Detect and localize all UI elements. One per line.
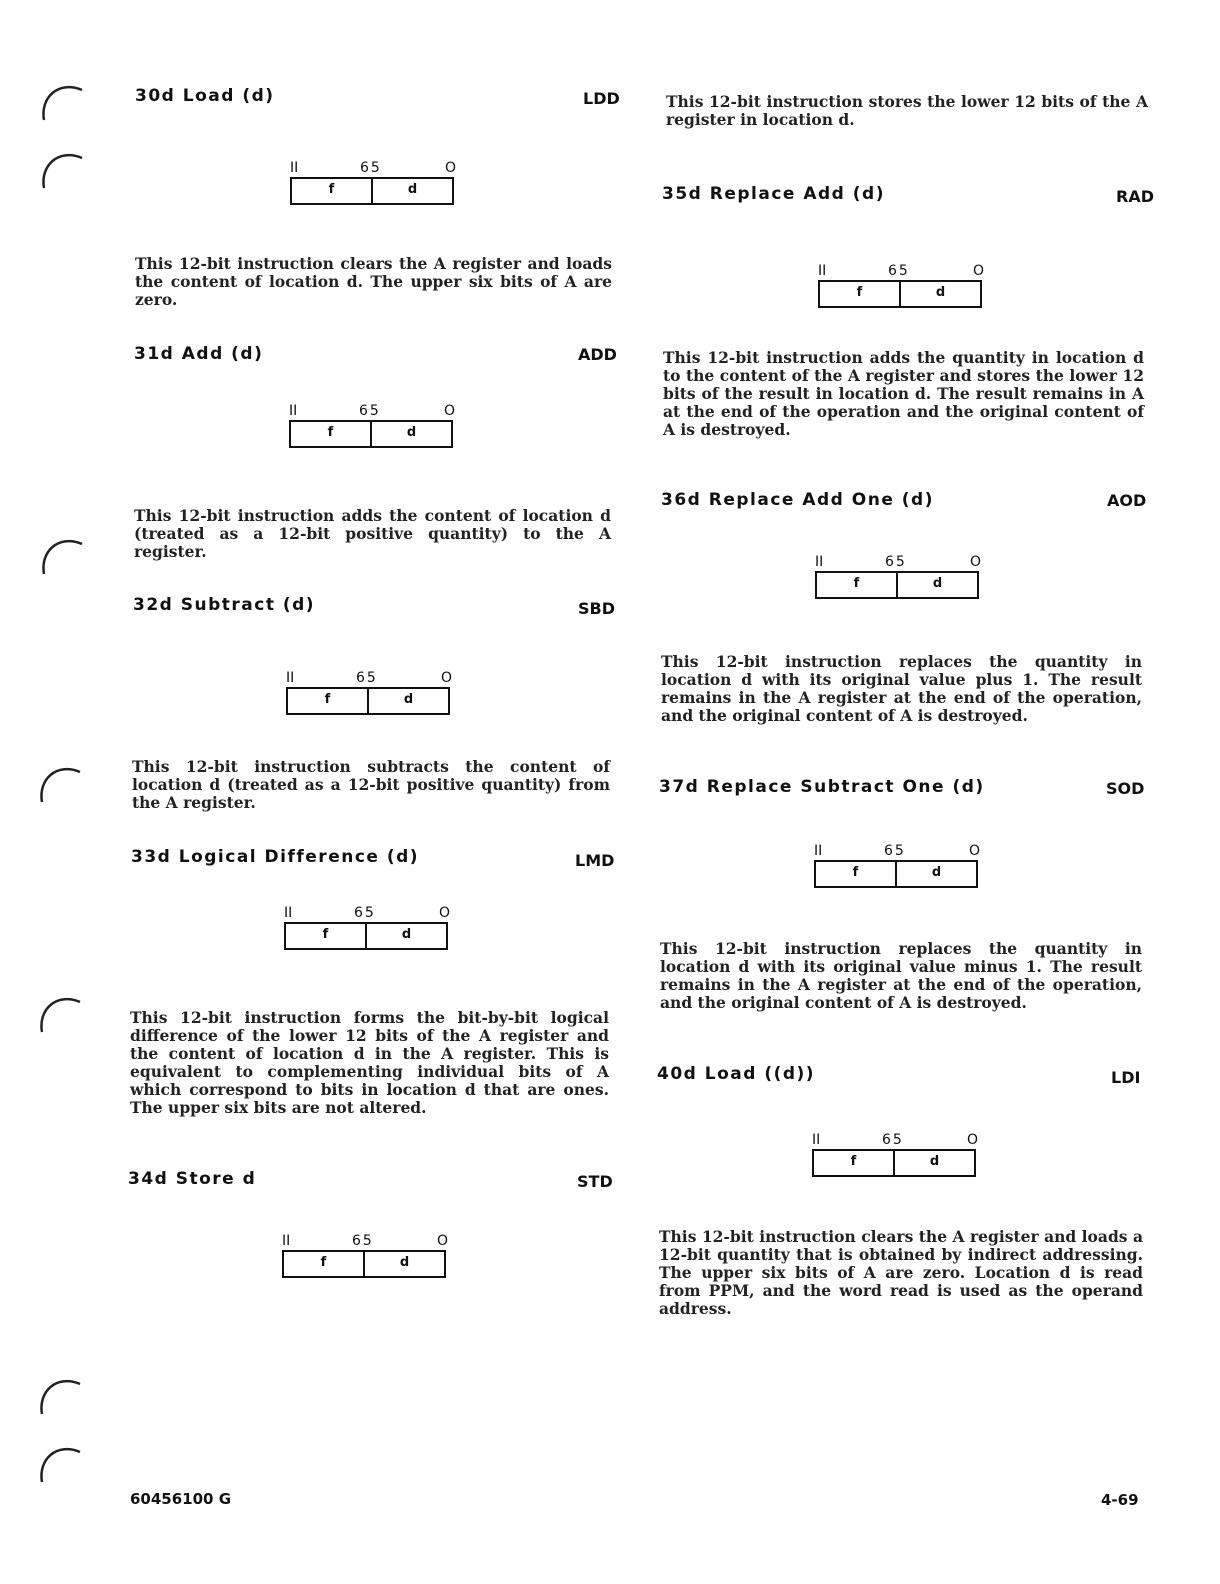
bit-label-high: II [290,160,299,176]
bit-label-low: O [969,554,981,570]
field-f: f [327,425,334,440]
field-d: d [370,422,451,446]
bit-label-high: II [284,905,293,921]
bit-label-mid: 65 [888,263,910,279]
instruction-format-diagram [290,160,460,204]
instruction-format-diagram [286,670,456,714]
field-f: f [852,865,859,880]
bit-label-mid: 65 [354,905,376,921]
field-d: d [371,179,452,203]
field-d: d [363,1252,444,1276]
bit-label-low: O [443,403,455,419]
bit-label-mid: 65 [352,1233,374,1249]
punch-hole-mark [36,760,84,804]
bit-label-low: O [972,263,984,279]
bit-label-high: II [818,263,827,279]
instruction-format-diagram [282,1233,452,1277]
bit-label-high: II [289,403,298,419]
instruction-title: 35d Replace Add (d) [662,184,885,204]
document-number: 60456100 G [130,1490,232,1508]
instruction-format-diagram [818,263,988,307]
instruction-title: 33d Logical Difference (d) [131,847,420,867]
bit-label-mid: 65 [884,843,906,859]
punch-hole-mark [36,1440,84,1484]
field-f: f [856,285,863,300]
instruction-format-diagram [812,1132,982,1176]
bit-label-low: O [966,1132,978,1148]
punch-hole-mark [38,532,86,576]
punch-hole-mark [38,146,86,190]
bit-label-low: O [438,905,450,921]
bit-label-high: II [282,1233,291,1249]
instruction-format-diagram [284,905,454,949]
bit-label-high: II [812,1132,821,1148]
instruction-mnemonic: SBD [578,599,615,618]
field-f: f [322,927,329,942]
field-f: f [324,692,331,707]
instruction-description: This 12-bit instruction adds the quantity in location d to the content of the A register and stores the lower 12 bits of the result in location d. The result remains in A at the end of the operation and the original content of A is destroyed. [663,348,1144,439]
field-d: d [896,573,977,597]
field-f: f [320,1255,327,1270]
bit-label-high: II [286,670,295,686]
bit-label-mid: 65 [885,554,907,570]
page-number: 4-69 [1101,1491,1139,1509]
instruction-description: This 12-bit instruction subtracts the content of location d (treated as a 12-bit positive quantity) from the A register. [132,757,610,812]
instruction-title: 37d Replace Subtract One (d) [659,777,985,797]
instruction-description: This 12-bit instruction stores the lower 12 bits of the A register in location d. [666,92,1148,129]
bit-label-low: O [440,670,452,686]
instruction-description: This 12-bit instruction clears the A register and loads a 12-bit quantity that is obtained by indirect addressing. The upper six bits of A are zero. Location d is read from PPM, and the word read is used as the operand address. [659,1227,1143,1318]
instruction-description: This 12-bit instruction replaces the quantity in location d with its original value minus 1. The result remains in the A register at the end of the operation, and the original content of A is destroyed. [660,939,1142,1012]
punch-hole-mark [38,78,86,122]
bit-label-mid: 65 [359,403,381,419]
punch-hole-mark [36,990,84,1034]
instruction-format-diagram [289,403,459,447]
instruction-mnemonic: STD [577,1172,613,1191]
bit-label-high: II [814,843,823,859]
instruction-title: 32d Subtract (d) [133,595,316,615]
instruction-description: This 12-bit instruction adds the content of location d (treated as a 12-bit positive quantity) to the A register. [134,506,611,561]
instruction-mnemonic: AOD [1107,491,1147,510]
field-d: d [367,689,448,713]
instruction-title: 34d Store d [128,1169,257,1189]
bit-label-mid: 65 [360,160,382,176]
instruction-title: 40d Load ((d)) [657,1064,816,1084]
instruction-format-diagram [815,554,985,598]
bit-label-low: O [436,1233,448,1249]
field-f: f [853,576,860,591]
instruction-mnemonic: LDD [583,89,620,108]
instruction-title: 30d Load (d) [135,86,275,106]
field-d: d [365,924,446,948]
bit-label-mid: 65 [356,670,378,686]
instruction-mnemonic: ADD [578,345,617,364]
field-f: f [850,1154,857,1169]
instruction-description: This 12-bit instruction forms the bit-by-bit logical difference of the lower 12 bits of the A register and the content of location d in the A register. This is equivalent to complementing individual bits of A which correspond to bits in location d that are ones. The upper six bits are not altered. [130,1008,609,1117]
bit-label-mid: 65 [882,1132,904,1148]
field-d: d [899,282,980,306]
bit-label-high: II [815,554,824,570]
instruction-description: This 12-bit instruction clears the A register and loads the content of location d. The upper six bits of A are zero. [135,254,612,309]
instruction-mnemonic: LDI [1111,1068,1141,1087]
instruction-mnemonic: RAD [1116,187,1154,206]
instruction-mnemonic: SOD [1106,779,1145,798]
instruction-mnemonic: LMD [575,851,615,870]
instruction-title: 36d Replace Add One (d) [661,490,934,510]
bit-label-low: O [968,843,980,859]
punch-hole-mark [36,1372,84,1416]
instruction-description: This 12-bit instruction replaces the quantity in location d with its original value plus 1. The result remains in the A register at the end of the operation, and the original content of A is destroyed. [661,652,1142,725]
instruction-title: 31d Add (d) [134,344,264,364]
bit-label-low: O [444,160,456,176]
field-d: d [893,1151,974,1175]
instruction-format-diagram [814,843,984,887]
field-f: f [328,182,335,197]
field-d: d [895,862,976,886]
